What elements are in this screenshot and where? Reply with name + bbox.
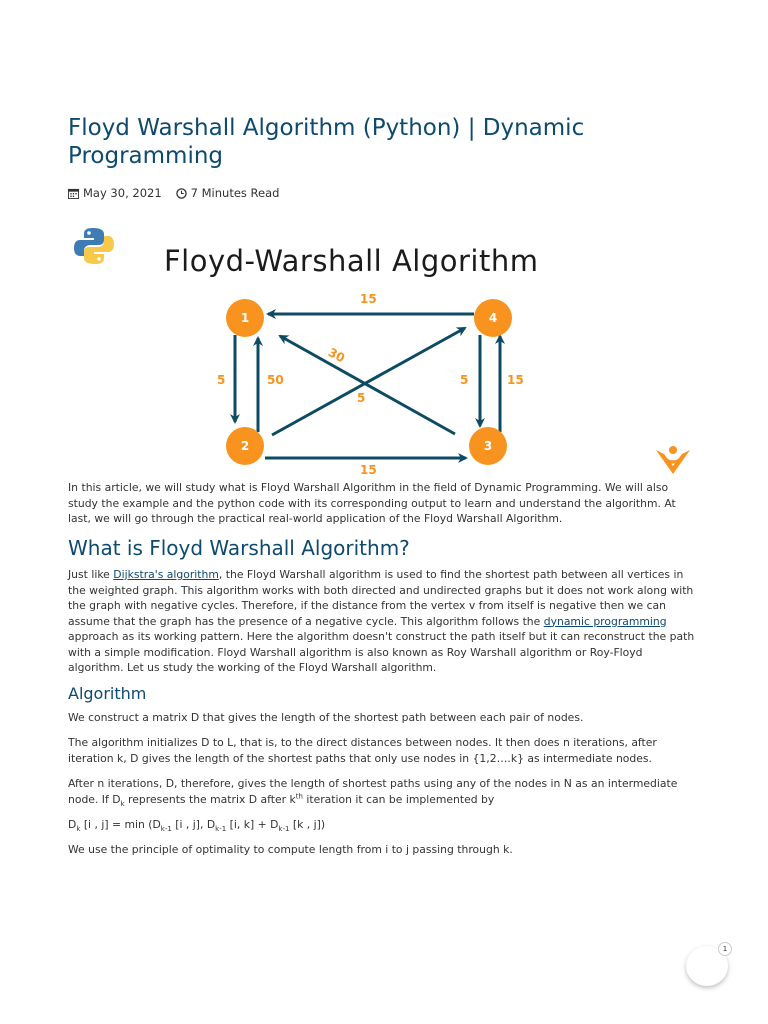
edge-3-1	[280, 336, 455, 434]
dijkstra-link[interactable]: Dijkstra's algorithm	[113, 568, 219, 581]
node-label: 1	[240, 311, 250, 325]
edge-2-4	[272, 328, 465, 435]
graph-diagram	[68, 222, 700, 478]
edge-label: 15	[360, 463, 377, 477]
article-figure	[68, 222, 700, 478]
subsection-heading: Algorithm	[68, 684, 147, 703]
section1-paragraph: Just like Dijkstra's algorithm, the Floyd Warshall algorithm is used to find the shortest path between all vertices in the weighted graph. This algorithm works with both directed and undirected graphs but it does not work along with the graph with negative cycles. Therefore, if the distance from the vertex v from itself is negative then we can assume that the graph has the presence of a negative cycle. This algorithm follows the dynamic programming approach as its working pattern. Here the algorithm doesn't construct the path itself but it can reconstruct the path with a simple modification. Floyd Warshall algorithm is also known as Roy Warshall algorithm or Roy-Floyd algorithm. Let us study the working of the Floyd Warshall algorithm.	[68, 568, 695, 674]
edge-label: 15	[360, 292, 377, 306]
read-time: 7 Minutes Read	[190, 186, 280, 200]
article-title: Floyd Warshall Algorithm (Python) | Dynamic Programming	[68, 115, 585, 169]
calendar-icon	[68, 188, 79, 199]
recurrence-formula: $D_k$ [i , $j] = \min (D_{k-1}$ [i , j], $D_{k-1}$ [i, $k] + D_{k-1}$ [k , j])	[68, 818, 326, 834]
edge-label: 5	[460, 373, 469, 387]
algorithm-paragraph-2: The algorithm initializes D to L, that is, to the direct distances between nodes. It then does n iterations, after iteration k, D gives the length of the shortest paths that only use nodes in {1,2….k} as intermediate nodes.	[68, 736, 657, 765]
node-label: 4	[488, 311, 498, 325]
brand-logo-icon	[656, 446, 690, 474]
intro-paragraph: In this article, we will study what is Floyd Warshall Algorithm in the field of Dynamic Programming. We will also study the example and the python code with its corresponding output to learn and understand the algorithm. At last, we will go through the practical real-world application of the Floyd Warshall Algorithm.	[68, 481, 676, 525]
figure-title: Floyd-Warshall Algorithm	[164, 244, 539, 278]
edge-label: 5	[217, 373, 226, 387]
node-label: 2	[240, 439, 250, 453]
edge-label: 15	[507, 373, 524, 387]
node-label: 3	[483, 439, 493, 453]
algorithm-paragraph-1: We construct a matrix D that gives the length of the shortest path between each pair of nodes.	[68, 711, 584, 724]
algorithm-paragraph-4: We use the principle of optimality to compute length from i to j passing through k.	[68, 843, 513, 856]
dynamic-programming-link[interactable]: dynamic programming	[543, 614, 667, 628]
algorithm-paragraph-3: After n iterations, D, therefore, gives the length of shortest paths using any of the nodes in N as an intermediate node. If $D_k$ represents the matrix D after $k^{th}$ iteration it can be implemented by	[68, 777, 678, 808]
section-heading: What is Floyd Warshall Algorithm?	[68, 536, 410, 560]
edge-label: 5	[357, 391, 366, 405]
article-meta	[68, 186, 279, 200]
publish-date: May 30, 2021	[83, 186, 162, 200]
edge-label: 30	[325, 345, 348, 366]
edge-label: 50	[267, 373, 284, 387]
clock-icon	[176, 188, 187, 199]
notification-badge: 1	[718, 942, 732, 956]
